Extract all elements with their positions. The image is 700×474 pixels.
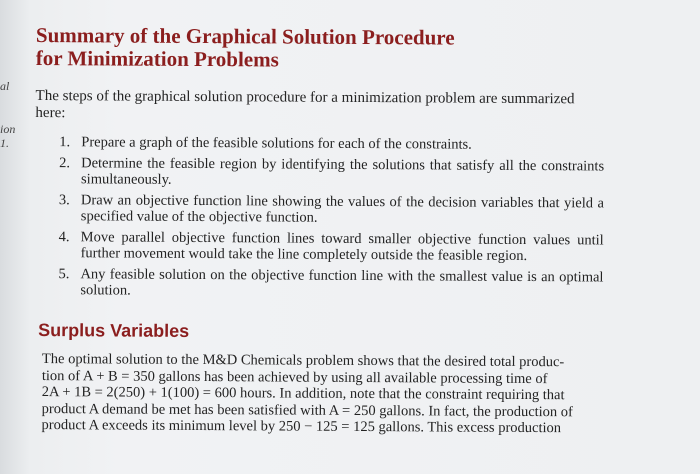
paragraph-line: product A demand be met has been satisfied with A = 250 gallons. In fact, the production of bbox=[41, 400, 573, 420]
paragraph-line: tion of A + B = 350 gallons has been achieved by using all available processing time of bbox=[41, 367, 548, 387]
title-line-1: Summary of the Graphical Solution Procedure bbox=[35, 23, 455, 50]
list-item bbox=[59, 192, 604, 227]
step-number: 3. bbox=[58, 192, 70, 209]
surplus-paragraph bbox=[41, 351, 589, 437]
step-number: 5. bbox=[58, 266, 70, 283]
step-text: Determine the feasible region by identifying the solutions that satisfy all the constraints simultaneously. bbox=[81, 155, 605, 188]
step-number: 1. bbox=[59, 134, 71, 151]
step-text: Prepare a graph of the feasible solutions for each of the constraints. bbox=[81, 134, 472, 153]
step-text: Any feasible solution on the objective function line with the smallest value is an optimal solution. bbox=[80, 266, 604, 299]
paragraph-line: 2A + 1B = 2(250) + 1(100) = 600 hours. In addition, note that the constraint requiring that bbox=[41, 384, 565, 404]
list-item bbox=[59, 155, 604, 190]
margin-fragment-3: 1. bbox=[0, 136, 9, 150]
list-item bbox=[59, 134, 604, 153]
section-heading: Surplus Variables bbox=[38, 320, 190, 341]
intro-paragraph: The steps of the graphical solution procedure for a minimization problem are summarized here: bbox=[35, 87, 575, 122]
paragraph-line: The optimal solution to the M&D Chemicals problem shows that the desired total produc- bbox=[41, 351, 565, 371]
step-text: Move parallel objective function lines toward smaller objective function values until further movement would take the line completely outside the feasible region. bbox=[80, 229, 604, 265]
document-page bbox=[33, 24, 685, 437]
steps-list bbox=[58, 134, 604, 301]
list-item bbox=[59, 229, 604, 264]
page-title bbox=[36, 24, 686, 74]
margin-fragment-2: ion bbox=[0, 122, 16, 136]
step-text: Draw an objective function line showing the values of the decision variables that yield a specified value of the objective function. bbox=[80, 192, 604, 226]
step-number: 4. bbox=[58, 229, 70, 246]
paragraph-line: product A exceeds its minimum level by 250 − 125 = 125 gallons. This excess production bbox=[41, 417, 562, 437]
margin-fragment-1: al bbox=[0, 79, 10, 93]
title-line-2: for Minimization Problems bbox=[35, 45, 279, 72]
list-item bbox=[58, 266, 603, 301]
step-number: 2. bbox=[59, 155, 71, 172]
